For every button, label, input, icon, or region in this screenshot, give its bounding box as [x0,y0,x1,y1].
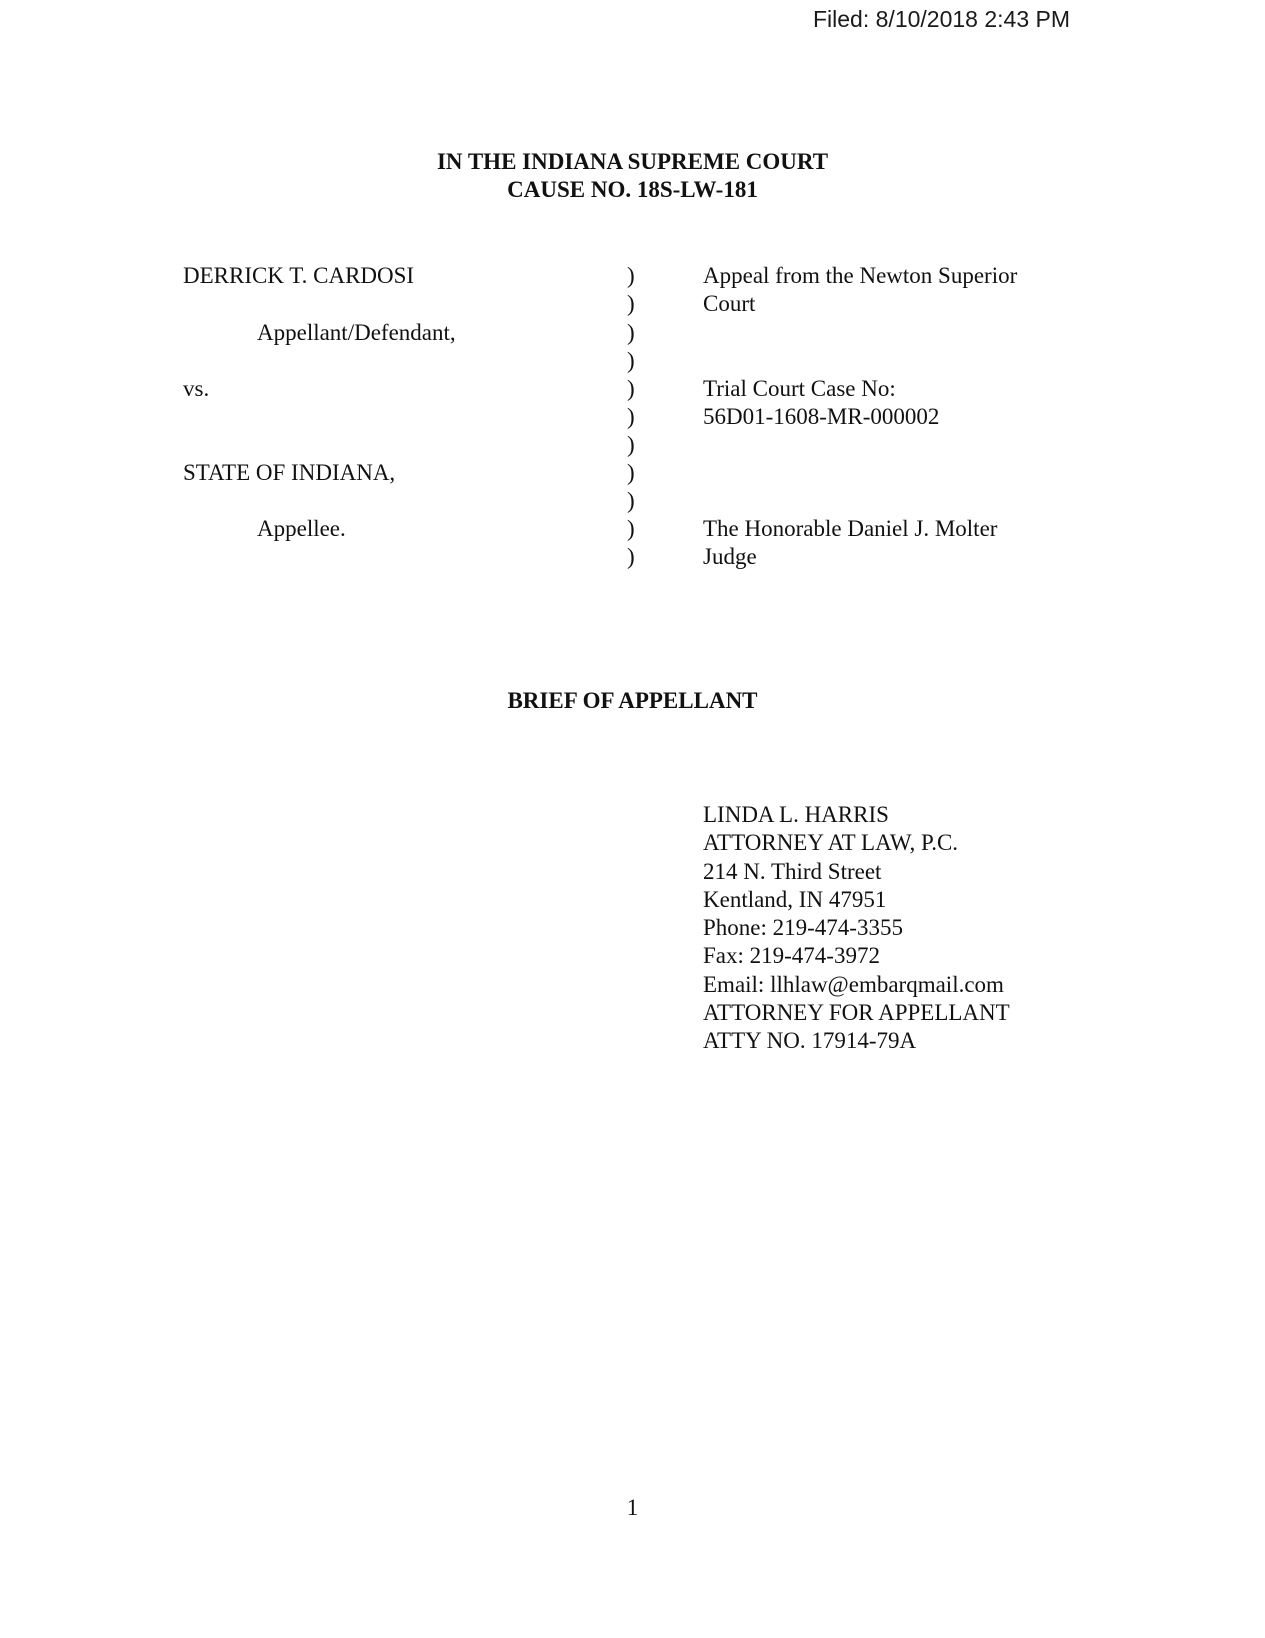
paren-divider: ) [627,516,635,541]
paren-divider: ) [627,263,635,288]
attorney-block [703,801,1010,1056]
attorney-phone: Phone: 219-474-3355 [703,915,903,941]
trial-case-number: 56D01-1608-MR-000002 [703,404,940,429]
trial-case-label: Trial Court Case No: [703,376,896,401]
paren-divider: ) [627,291,635,316]
attorney-firm: ATTORNEY AT LAW, P.C. [703,830,959,856]
paren-divider: ) [627,488,635,513]
appellant-name: DERRICK T. CARDOSI [183,263,415,288]
court-name: IN THE INDIANA SUPREME COURT [436,149,829,174]
paren-divider: ) [627,404,635,429]
attorney-street: 214 N. Third Street [703,858,882,884]
appeal-from-line2: Court [703,291,756,316]
versus-label: vs. [183,376,210,401]
court-header [0,148,1265,204]
appellee-name: STATE OF INDIANA, [183,460,396,485]
paren-divider: ) [627,460,635,485]
brief-title: BRIEF OF APPELLANT [507,688,758,713]
paren-divider: ) [627,432,635,457]
attorney-email: Email: llhlaw@embarqmail.com [703,971,1004,997]
paren-divider: ) [627,376,635,401]
appellant-role: Appellant/Defendant, [257,320,456,345]
attorney-city: Kentland, IN 47951 [703,886,887,912]
paren-divider: ) [627,348,635,373]
attorney-name: LINDA L. HARRIS [703,802,889,827]
attorney-number: ATTY NO. 17914-79A [703,1028,917,1054]
filed-stamp: Filed: 8/10/2018 2:43 PM [813,6,1070,32]
judge-name: The Honorable Daniel J. Molter [703,516,998,541]
attorney-role: ATTORNEY FOR APPELLANT [703,1000,1010,1026]
paren-divider: ) [627,544,635,569]
attorney-fax: Fax: 219-474-3972 [703,943,880,969]
page-number: 1 [626,1495,639,1520]
paren-divider: ) [627,320,635,345]
judge-title: Judge [703,544,757,569]
cause-number: CAUSE NO. 18S-LW-181 [507,177,758,202]
appellee-role: Appellee. [257,516,346,541]
appeal-from-line1: Appeal from the Newton Superior [703,263,1018,288]
